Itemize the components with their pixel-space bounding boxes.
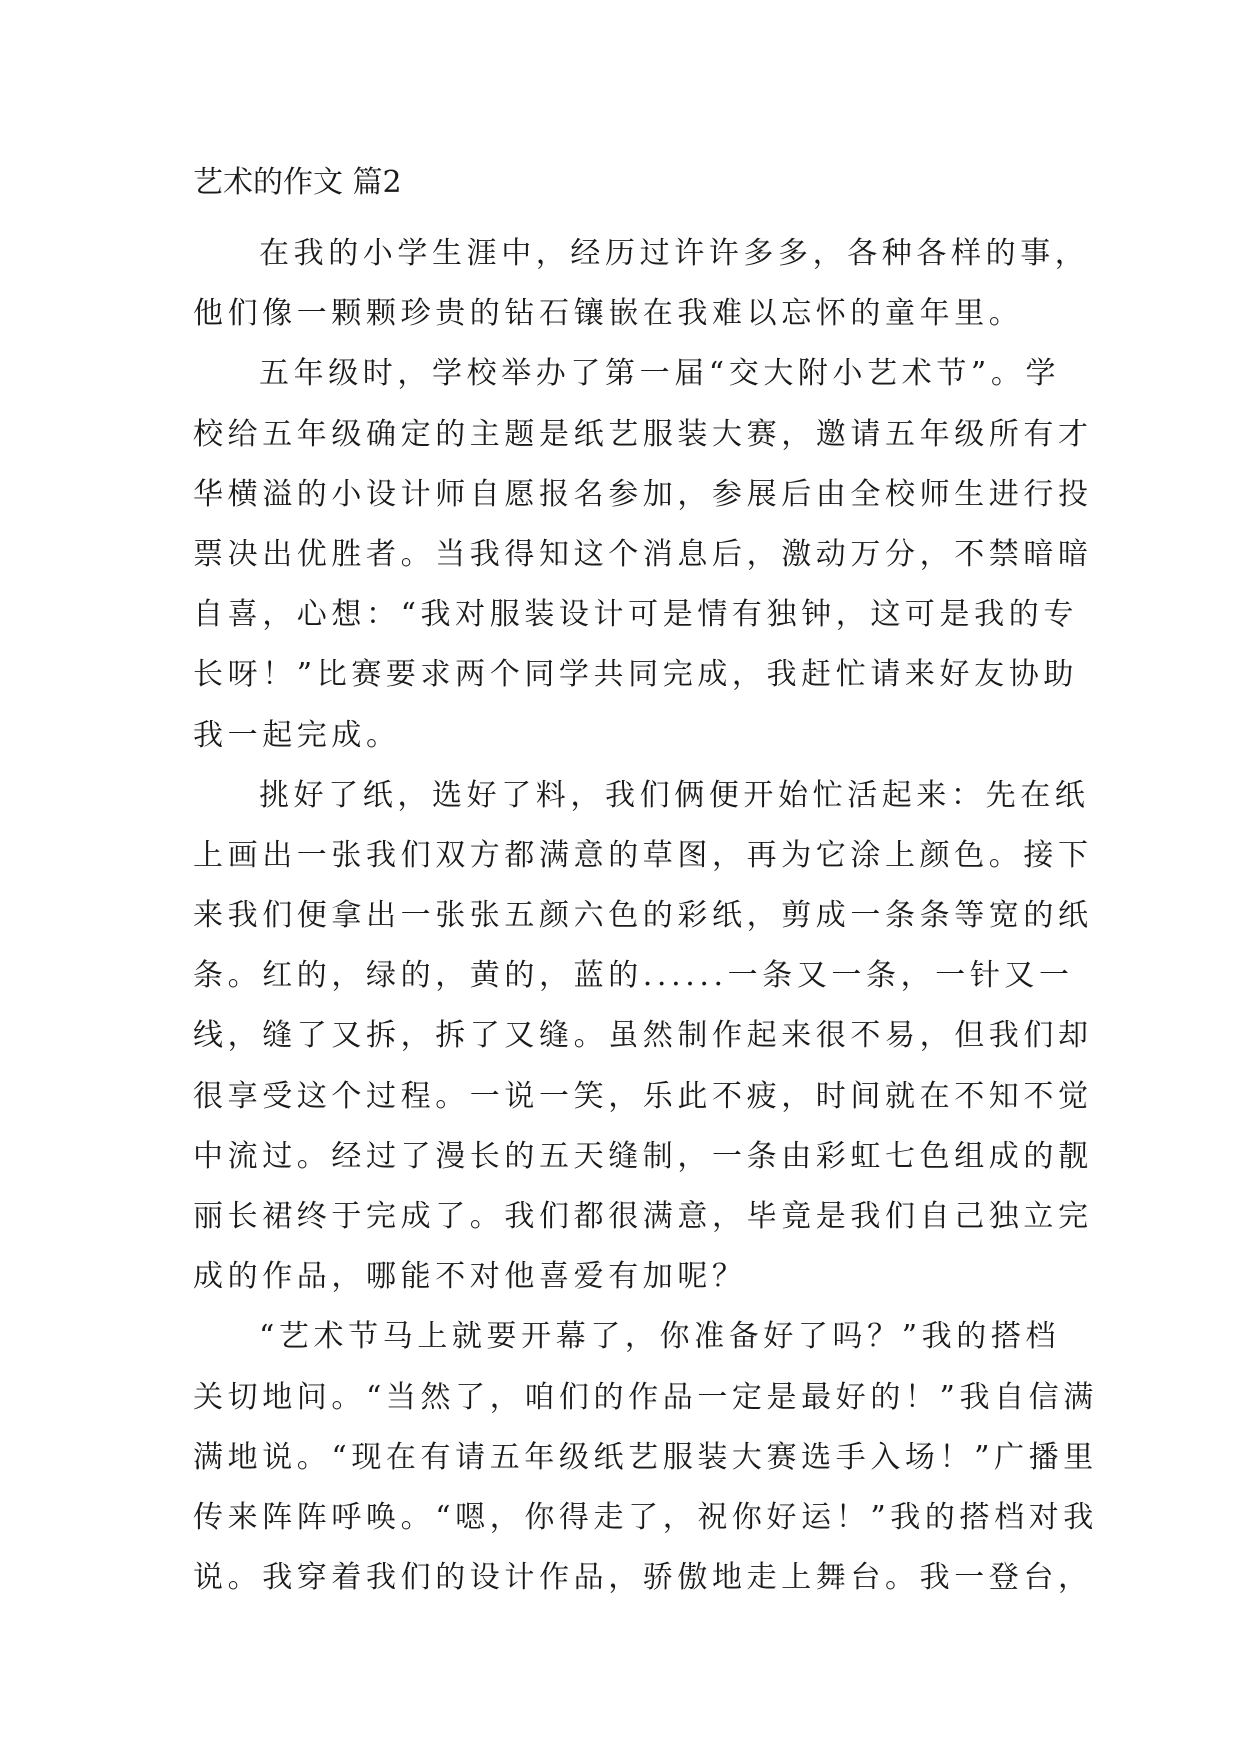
body-line: 关切地问。“当然了，咱们的作品一定是最好的！”我自信满 <box>193 1379 1098 1415</box>
body-line: 传来阵阵呼唤。“嗯，你得走了，祝你好运！”我的搭档对我 <box>193 1499 1098 1535</box>
body-line: 线，缝了又拆，拆了又缝。虽然制作起来很不易，但我们却 <box>193 1018 1093 1054</box>
body-line: 丽长裙终于完成了。我们都很满意，毕竟是我们自己独立完 <box>193 1199 1093 1234</box>
body-line: 条。红的，绿的，黄的，蓝的......一条又一条，一针又一 <box>193 958 1074 994</box>
body-line: 中流过。经过了漫长的五天缝制，一条由彩虹七色组成的靓 <box>193 1138 1093 1174</box>
body-line: 来我们便拿出一张张五颜六色的彩纸，剪成一条条等宽的纸 <box>193 898 1093 934</box>
body-line: 华横溢的小设计师自愿报名参加，参展后由全校师生进行投 <box>193 476 1093 512</box>
body-line: 在我的小学生涯中，经历过许许多多，各种各样的事， <box>259 236 1090 271</box>
body-line: 挑好了纸，选好了料，我们俩便开始忙活起来：先在纸 <box>259 777 1090 813</box>
body-line: 说。我穿着我们的设计作品，骄傲地走上舞台。我一登台， <box>193 1560 1093 1596</box>
body-line: 他们像一颗颗珍贵的钻石镶嵌在我难以忘怀的童年里。 <box>193 296 1024 332</box>
body-line: “艺术节马上就要开幕了，你准备好了吗？”我的搭档 <box>259 1319 1061 1355</box>
body-line: 满地说。“现在有请五年级纸艺服装大赛选手入场！”广播里 <box>193 1439 1098 1475</box>
body-line: 成的作品，哪能不对他喜爱有加呢？ <box>193 1259 747 1295</box>
document-body <box>193 224 1098 1608</box>
document-title: 艺术的作文 篇2 <box>193 165 402 200</box>
body-line: 很享受这个过程。一说一笑，乐此不疲，时间就在不知不觉 <box>193 1078 1093 1114</box>
body-line: 长呀！”比赛要求两个同学共同完成，我赶忙请来好友协助 <box>193 657 1078 693</box>
body-line: 自喜，心想：“我对服装设计可是情有独钟，这可是我的专 <box>193 597 1078 633</box>
body-line: 我一起完成。 <box>193 717 401 753</box>
body-line: 票决出优胜者。当我得知这个消息后，激动万分，不禁暗暗 <box>193 536 1093 572</box>
body-line: 五年级时，学校举办了第一届“交大附小艺术节”。学 <box>259 356 1061 392</box>
body-line: 上画出一张我们双方都满意的草图，再为它涂上颜色。接下 <box>193 837 1093 873</box>
body-line: 校给五年级确定的主题是纸艺服装大赛，邀请五年级所有才 <box>193 416 1093 452</box>
